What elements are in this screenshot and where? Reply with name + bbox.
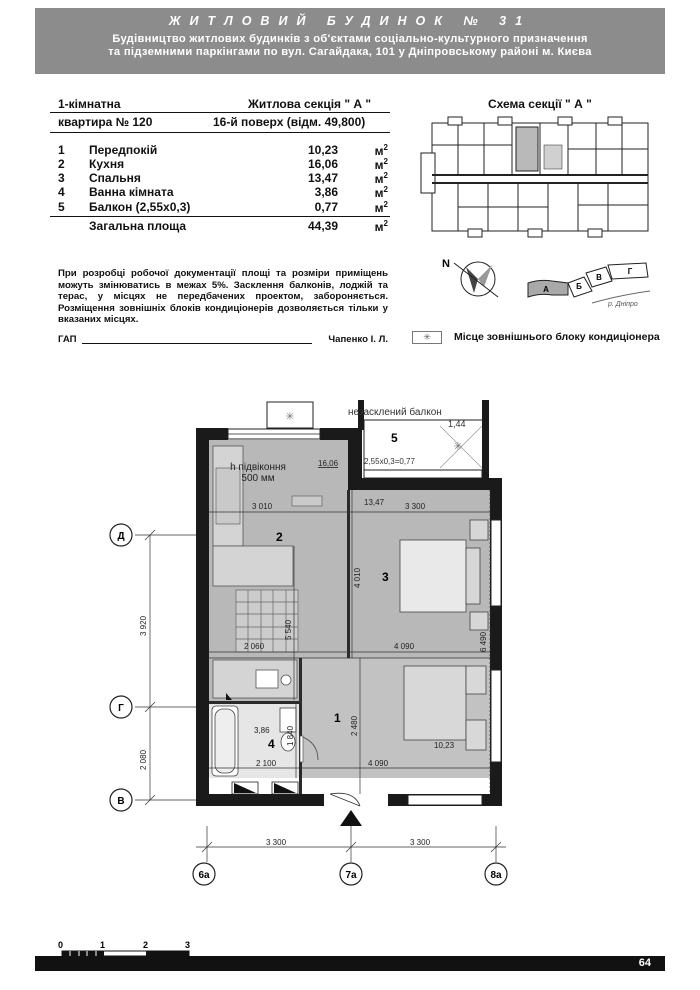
area-unit: $м^2$ — [374, 219, 388, 234]
room-area: 16,06 — [307, 157, 338, 171]
total-area: 44,39 — [307, 219, 338, 233]
room-area: 13,47 — [307, 171, 338, 185]
room-area: 3,86 — [314, 185, 338, 199]
dimension-label: 2 480 — [350, 715, 359, 736]
building-title: ЖИТЛОВИЙ БУДИНОК № 31 — [168, 14, 532, 28]
room-number: 5 — [58, 200, 65, 214]
legend-text: Місце зовнішнього блоку кондиціонера — [454, 331, 660, 343]
dimension-label: 4 090 — [394, 642, 415, 651]
total-label: Загальна площа — [89, 219, 187, 233]
room-area-label: 16,06 — [318, 459, 339, 468]
apartment-floor: 16-й поверх (відм. 49,800) — [213, 115, 366, 129]
room-number: 4 — [58, 185, 65, 199]
dimension-label: 2 060 — [244, 642, 265, 651]
ac-unit-icon: ✳ — [453, 441, 463, 453]
axis-marker: Д — [117, 531, 125, 542]
apartment-type: 1-кімнатна — [58, 97, 121, 111]
scale-label: 0 — [58, 940, 64, 950]
scale-label: 2 — [143, 940, 149, 950]
axis-marker: Г — [118, 703, 124, 714]
room-area-label: 3,86 — [254, 726, 270, 735]
room-name: Балкон (2,55х0,3) — [89, 200, 191, 214]
area-unit: $м^2$ — [374, 171, 388, 186]
room-number: 2 — [58, 157, 65, 171]
project-subtitle-1: Будівництво житлових будинків з об'єктами соціально-культурного призначення — [112, 33, 588, 45]
apartment-number: квартира № 120 — [58, 115, 153, 129]
room-number: 2 — [276, 530, 283, 544]
area-unit: $м^2$ — [374, 200, 388, 215]
dimension-label: 3 300 — [410, 838, 431, 847]
room-number: 1 — [334, 711, 341, 725]
room-number: 5 — [391, 431, 398, 445]
footer-bar — [35, 956, 665, 971]
dimension-label: 2 100 — [256, 759, 277, 768]
apartment-section: Житлова секція " А " — [248, 97, 372, 111]
section-label: В — [596, 273, 602, 282]
dimension-label: 3 300 — [266, 838, 287, 847]
section-label: Г — [627, 267, 633, 276]
room-number: 3 — [382, 570, 389, 584]
dimension-label: 1 840 — [286, 725, 295, 746]
room-area: 0,77 — [314, 200, 338, 214]
dimension-label: 2 080 — [139, 749, 148, 770]
axis-marker: 6а — [198, 870, 210, 881]
room-area-label: 10,23 — [434, 741, 455, 750]
dimension-label: 3 920 — [139, 615, 148, 636]
sill-note: 500 мм — [241, 473, 275, 484]
balcony-area: 1,44 — [448, 419, 466, 429]
ac-unit-icon — [267, 402, 313, 428]
scale-label: 3 — [185, 940, 191, 950]
room-name: Спальня — [89, 171, 141, 185]
room-name: Кухня — [89, 157, 125, 171]
area-unit: $м^2$ — [374, 185, 388, 200]
schema-title: Схема секції " А " — [488, 97, 592, 111]
section-label: А — [543, 285, 549, 294]
compass-north-label: N — [442, 258, 450, 270]
svg-text:✳: ✳ — [285, 411, 295, 423]
room-name: Ванна кімната — [89, 185, 174, 199]
project-subtitle-2: та підземними паркінгами по вул. Сагайдака, 101 у Дніпровському районі м. Києва — [108, 46, 592, 58]
room-number: 1 — [58, 143, 65, 157]
axis-marker: 7а — [345, 870, 357, 881]
dimension-label: 5 540 — [284, 619, 293, 640]
room-number: 4 — [268, 737, 275, 751]
scale-label: 1 — [100, 940, 106, 950]
area-unit: $м^2$ — [374, 157, 388, 172]
scale-bar — [58, 940, 190, 956]
room-name: Передпокій — [89, 143, 158, 157]
balcony-dims: 2,55x0,3=0,77 — [364, 457, 415, 466]
axis-marker: В — [117, 796, 125, 807]
area-unit: $м^2$ — [374, 143, 388, 158]
dimension-label: 6 490 — [479, 631, 488, 652]
dimension-label: 3 300 — [405, 502, 426, 511]
section-label: Б — [576, 282, 582, 291]
room-number: 3 — [58, 171, 65, 185]
gap-label: ГАП — [58, 334, 77, 345]
balcony-label: незасклений балкон — [348, 407, 442, 418]
axis-marker: 8а — [490, 870, 502, 881]
notes-text: При розробці робочої документації площі та розміри приміщень можуть змінюватись в межах 5%. Засклення балконів, лоджій та терас, у місцях не передбачених проектом, забороняється. Розміщення зовнішніх блоків кондиціонерів дозволяється тільки у вказаних місцях. — [58, 268, 388, 326]
sill-note: h підвіконня — [230, 462, 286, 473]
river-label: р. Дніпро — [608, 301, 638, 308]
ac-unit-icon: ✳ — [412, 331, 442, 344]
dimension-label: 3 010 — [252, 502, 273, 511]
entrance-arrow-icon — [340, 810, 362, 826]
dimension-label: 4 010 — [353, 567, 362, 588]
architect-name: Чапенко І. Л. — [328, 334, 388, 345]
room-area: 10,23 — [307, 143, 338, 157]
page-number: 64 — [638, 957, 651, 969]
room-area-label: 13,47 — [364, 498, 385, 507]
dimension-label: 4 090 — [368, 759, 389, 768]
